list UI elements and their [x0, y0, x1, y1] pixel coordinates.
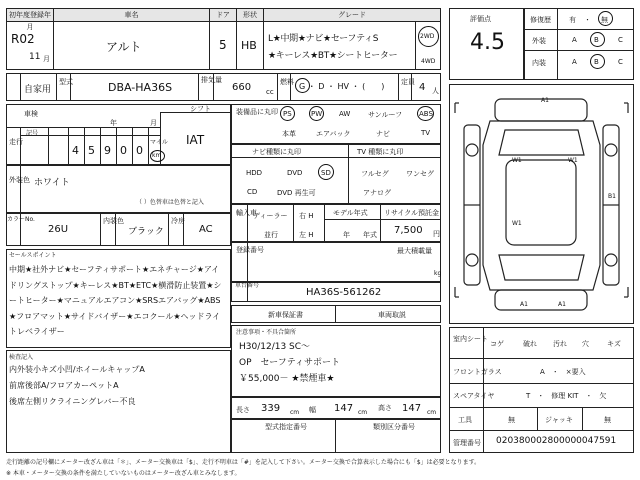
kg-unit: kg [434, 270, 442, 277]
nav-dvd: DVD [287, 169, 303, 177]
equip-sunroof: サンルーフ [368, 111, 403, 119]
mileage-digit-5: 0 [136, 144, 143, 157]
grade-cell [263, 21, 416, 70]
capacity-value: 4 [419, 82, 426, 93]
exterior-color: ホワイト [34, 178, 70, 188]
seat-item-tear: 破れ [523, 340, 537, 348]
repair-no: 無 [601, 16, 608, 24]
seat-item-stain: 汚れ [553, 340, 567, 348]
exterior-grade-c: C [618, 36, 623, 44]
model-code: DBA-HA36S [108, 81, 173, 94]
recycle-label: リサイクル預託金 [384, 209, 440, 217]
displacement-value: 660 [232, 82, 252, 93]
type-label: 型式 [59, 78, 73, 86]
max-load-label: 最大積載量 [397, 247, 432, 255]
nav-hdd: HDD [246, 169, 263, 177]
import-label: 輸入車 [236, 209, 257, 217]
tv-oneseg: ワンセグ [406, 170, 434, 178]
exterior-grade-a: A [572, 36, 577, 44]
ac-label: 冷房 [171, 217, 185, 225]
repair-label: 修復歴 [530, 16, 551, 24]
year-label: 年 [110, 119, 117, 127]
footer-line-2: ※ 本車・メーター交換の条件を満たしていないものはメーター改ざん車とみなします。 [6, 470, 241, 477]
equip-nav: ナビ [376, 130, 390, 138]
recycle-unit: 円 [433, 230, 440, 238]
notes-line-2: OP セーフティサポート [239, 358, 340, 368]
nav-cd: CD [247, 188, 258, 196]
notes-line-3: ￥55,000－ ★禁煙車★ [239, 374, 335, 384]
seat-item-scorch: コゲ [490, 340, 504, 348]
inspector-line-3: 後席左側リクライニングレバー不良 [9, 397, 136, 406]
chassis-no: HA36S-561262 [306, 287, 382, 298]
mgmt-label: 管理番号 [453, 439, 481, 447]
exterior-grade-b: B [594, 36, 599, 44]
capacity-label: 定員 [401, 78, 415, 86]
equip-tv: TV [421, 129, 431, 137]
drive-cell [415, 21, 441, 70]
reg-no-label: 登録番号 [236, 246, 264, 254]
manual-label: 車両取説 [378, 311, 406, 319]
diagram-label-front-a1: A1 [541, 97, 549, 104]
mgmt-no: 020380002800000047591 [496, 436, 617, 446]
jack-value: 無 [604, 416, 611, 424]
km-label: km [152, 152, 162, 159]
month-label: 月 [150, 119, 157, 127]
use-value: 自家用 [24, 85, 52, 95]
import-left: 左 H [299, 231, 314, 239]
shape-cell [236, 21, 264, 70]
inspection-label: 車検 [24, 110, 38, 118]
first-reg-cell [6, 21, 54, 70]
cc-unit: cc [266, 88, 274, 96]
first-reg-month: 11 [29, 52, 41, 62]
chassis-label: 車台番号 [235, 282, 260, 289]
first-reg-era: R02 [11, 32, 35, 46]
length-label: 長さ [236, 406, 250, 414]
capacity-unit: 人 [432, 87, 439, 95]
grade-line2: ★キーレス★BT★シートヒーター [268, 51, 398, 61]
width-label: 幅 [309, 406, 316, 414]
class-label: 類別区分番号 [373, 423, 415, 431]
nav-dvd-play: DVD 再生可 [277, 189, 316, 197]
sales-points-text: 中期★社外ナビ★セーフティサポート★エネチャージ★アイドリングストップ★キーレス★BT★ETC★横滑防止装置★シートヒーター★マニュアルエアコン★SRSエアバッグ★ABS★フロアマット★サイドバイザー★エコクール★ヘッドライトレベライザー [9, 265, 222, 336]
displacement-label: 排気量 [201, 76, 222, 84]
fuel-options: G ・ D ・ HV ・ ( ) [299, 82, 385, 91]
width-unit: cm [358, 409, 368, 416]
shape-value: HB [241, 39, 257, 52]
score-value: 4.5 [470, 30, 505, 55]
equip-airbag: エアバック [316, 130, 351, 138]
equip-ps: PS [283, 110, 292, 118]
doors-cell [209, 21, 237, 70]
inspector-line-2: 前席後部A/フロアカーペットA [9, 381, 119, 390]
glass-label: フロントガラス [453, 368, 502, 376]
diagram-label-w1-right: W1 [568, 157, 578, 164]
type-spec-label: 型式指定番号 [265, 423, 307, 431]
interior-color: ブラック [128, 227, 164, 237]
mile-label: マイル [150, 139, 168, 146]
record-label: 記号 [26, 130, 39, 137]
ac-value: AC [199, 224, 213, 235]
color-no: 26U [48, 224, 69, 235]
equipment-label: 装備品に丸印 [236, 108, 278, 116]
score-label: 評価点 [470, 15, 491, 23]
equip-aw: AW [339, 110, 351, 118]
tools-label: 工具 [458, 416, 472, 424]
seat-item-hole: 穴 [582, 340, 589, 348]
spare-value: T ・ 修理 KIT ・ 欠 [526, 392, 607, 400]
exterior-label: 外装色 [9, 176, 30, 184]
diagram-label-rear-a1-right: A1 [558, 301, 566, 308]
drive-2wd: 2WD [420, 33, 435, 40]
month-unit: 月 [43, 55, 50, 63]
equip-leather: 本革 [282, 130, 296, 138]
seat-item-scratch: キズ [607, 340, 621, 348]
car-outline-diagram [450, 85, 633, 323]
equip-abs: ABS [419, 110, 433, 118]
car-name-cell [53, 21, 210, 70]
color-change-note: （ ）色替車は色替と記入 [136, 199, 204, 206]
glass-value: A ・ ×要入 [540, 368, 586, 376]
nav-label: ナビ種類に丸印 [252, 148, 301, 156]
inspector-line-1: 内外装小キズ小凹/ホイールキャップA [9, 365, 145, 374]
fuel-label: 燃料 [280, 78, 294, 86]
interior-grade-label: 内装 [532, 59, 546, 67]
model-year-suffix: 年式 [363, 231, 377, 239]
model-year-label: モデル年式 [333, 209, 368, 217]
interior-grade-c: C [618, 58, 623, 66]
recycle-amount: 7,500 [394, 225, 423, 236]
exterior-grade-label: 外装 [532, 37, 546, 45]
grade-label: グレード [263, 8, 441, 22]
doors-value: 5 [219, 38, 227, 52]
interior-grade-a: A [572, 58, 577, 66]
sales-points-label: セールスポイント [9, 252, 57, 259]
equip-pw: PW [311, 110, 323, 118]
running-label: 走行 [9, 138, 23, 146]
diagram-label-b1: B1 [608, 193, 616, 200]
shift-value: IAT [186, 133, 205, 147]
shape-label: 形状 [236, 8, 264, 22]
model-year-unit: 年 [343, 231, 350, 239]
tv-label: TV 種類に丸印 [357, 148, 404, 156]
drive-4wd: 4WD [421, 58, 436, 65]
interior-label: 内装色 [103, 217, 124, 225]
import-parallel: 並行 [264, 231, 278, 239]
tv-fullseg: フルセグ [361, 170, 389, 178]
diagram-label-rear-a1-left: A1 [520, 301, 528, 308]
footer-line-1: 走行距離の記号欄にメーター改ざん車は「＊」、メーター交換車は「$」、走行不明車は「#」を記入して下さい。メーター交換で合算表示した場合にも「$」は必要となります。 [6, 459, 481, 466]
import-dealer: ディーラー [253, 212, 288, 220]
height-value: 147 [402, 403, 422, 414]
length-unit: cm [290, 409, 300, 416]
car-name: アルト [106, 40, 142, 54]
height-unit: cm [427, 409, 437, 416]
damage-diagram [449, 84, 634, 324]
width-value: 147 [334, 403, 354, 414]
jack-label: ジャッキ [545, 416, 573, 424]
import-right: 右 H [299, 212, 314, 220]
mileage-digit-1: 4 [72, 144, 79, 157]
diagram-label-w1-left: W1 [512, 157, 522, 164]
tv-analog: アナログ [363, 189, 391, 197]
repair-yes: 有 [569, 16, 576, 24]
interior-grade-b: B [594, 58, 599, 66]
car-name-label: 車名 [53, 8, 210, 22]
doors-label: ドア [209, 8, 237, 22]
spare-label: スペアタイヤ [453, 392, 495, 400]
notes-label: 注意事項・不具合箇所 [236, 329, 297, 336]
mileage-digit-3: 9 [104, 144, 111, 157]
mileage-digit-2: 5 [88, 144, 95, 157]
color-no-label: カラーNo. [7, 216, 35, 223]
inspector-label: 検査記入 [9, 354, 34, 361]
height-label: 高さ [378, 404, 392, 412]
length-value: 339 [261, 403, 281, 414]
grade-line1: L★中期★ナビ★セーフティS [268, 34, 379, 44]
nav-sd: SD [321, 169, 331, 177]
notes-line-1: H30/12/13 SC〜 [239, 342, 311, 352]
new-car-warranty-label: 新車保証書 [268, 311, 303, 319]
shift-label: シフト [190, 105, 211, 113]
diagram-label-w1-rear: W1 [512, 220, 522, 227]
tools-value: 無 [508, 416, 515, 424]
first-reg-label: 初年度登録年月 [6, 8, 54, 22]
seat-label: 室内シート [453, 335, 488, 343]
mileage-digit-4: 0 [120, 144, 127, 157]
